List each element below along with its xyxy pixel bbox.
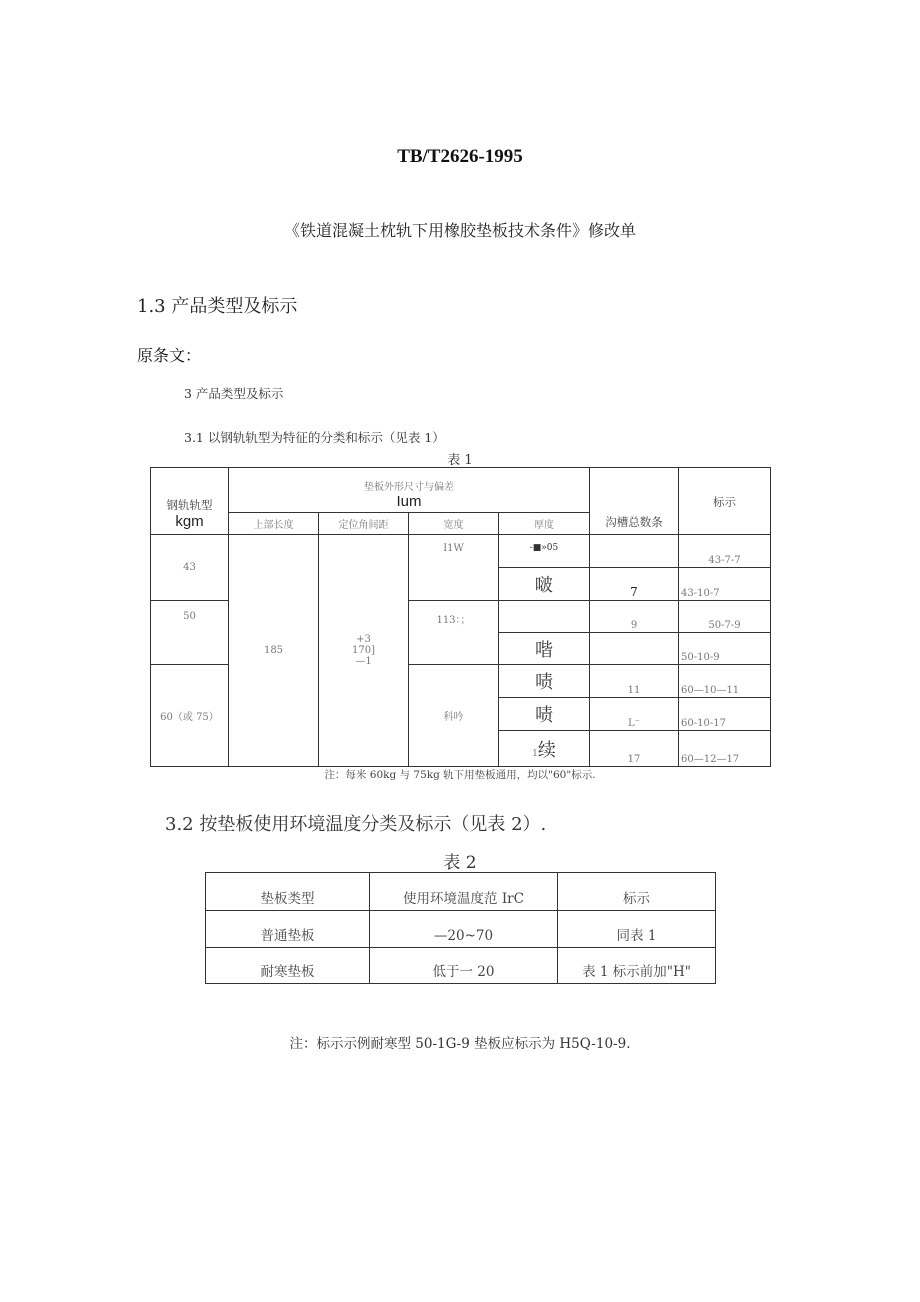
thickness-cell: 喈	[499, 633, 590, 665]
header-top-length: 上部长度	[229, 513, 319, 535]
table1-note: 注：每米 60kg 与 75kg 轨下用垫板通用，均以"60"标示.	[324, 769, 596, 781]
groove-cell	[590, 633, 679, 665]
table2-header-cell: 标示	[558, 873, 716, 911]
header-thickness: 厚度	[499, 513, 590, 535]
groove-cell: 7	[590, 568, 679, 601]
clause-3-1: 3.1 以钢轨轨型为特征的分类和标示（见表 1）	[184, 430, 445, 445]
mark-cell: 43-10-7	[679, 568, 771, 601]
angle-minus: —1	[355, 656, 372, 667]
clause-3: 3 产品类型及标示	[184, 386, 284, 401]
mark-cell: 43-7-7	[679, 535, 771, 568]
groove-cell: 9	[590, 601, 679, 633]
thickness-cell: 啧	[499, 698, 590, 731]
table2-cell: 普通垫板	[206, 911, 370, 948]
table-2	[205, 872, 716, 984]
mark-cell: 60—12—17	[679, 731, 771, 767]
table2-cell: 耐寒垫板	[206, 948, 370, 984]
document-title: TB/T2626-1995	[397, 146, 523, 167]
thickness-cell: 啵	[499, 568, 590, 601]
dims-unit: Ium	[396, 493, 422, 510]
table1-caption: 表 1	[447, 453, 473, 468]
thickness-cell: -■»05	[499, 535, 590, 568]
header-mark: 标示	[679, 468, 771, 535]
angle-plus: +3	[356, 634, 371, 645]
table2-cell: 低于一 20	[370, 948, 558, 984]
thickness-glyph: 续	[537, 739, 556, 761]
thickness-cell: 啧	[499, 665, 590, 698]
header-rail-type	[151, 468, 229, 535]
mark-cell: 60—10—11	[679, 665, 771, 698]
table-1	[150, 467, 771, 767]
groove-cell	[590, 535, 679, 568]
mark-cell: 50-10-9	[679, 633, 771, 665]
rail-type-label: 钢轨轨型	[166, 498, 213, 512]
groove-cell: 11	[590, 665, 679, 698]
groove-cell: L⁻	[590, 698, 679, 731]
header-width: 宽度	[409, 513, 499, 535]
thickness-cell	[499, 601, 590, 633]
thickness-cell	[499, 731, 590, 767]
original-text-label: 原条文：	[137, 346, 202, 365]
mark-cell: 50-7-9	[679, 601, 771, 633]
width-60: 科吟	[409, 665, 499, 767]
rail-unit: kgm	[175, 513, 204, 530]
header-grooves: 沟槽总数条	[590, 468, 679, 535]
header-dimensions	[229, 468, 590, 513]
table2-caption: 表 2	[443, 853, 477, 873]
header-angle-spacing: 定位角间距	[319, 513, 409, 535]
document-subtitle: 《铁道混凝土枕轨下用橡胶垫板技术条件》修改单	[283, 221, 636, 240]
table2-cell: —20~70	[370, 911, 558, 948]
groove-cell: 17	[590, 731, 679, 767]
thickness-prefix: 1	[532, 748, 538, 759]
mark-cell: 60-10-17	[679, 698, 771, 731]
clause-3-2: 3.2 按垫板使用环境温度分类及标示（见表 2）.	[165, 814, 547, 835]
table2-cell: 表 1 标示前加"H"	[558, 948, 716, 984]
table2-header-cell: 垫板类型	[206, 873, 370, 911]
angle-spacing-value	[319, 535, 409, 767]
table2-cell: 同表 1	[558, 911, 716, 948]
example-note: 注：标示示例耐寒型 50-1G-9 垫板应标示为 H5Q-10-9.	[289, 1036, 631, 1052]
width-43: I1W	[409, 535, 499, 601]
table2-header-cell: 使用环境温度范 IrC	[370, 873, 558, 911]
top-length-value: 185	[229, 535, 319, 767]
rail-43: 43	[151, 535, 229, 601]
angle-value: 170]	[352, 645, 375, 656]
width-50: 113：；	[409, 601, 499, 665]
rail-50: 50	[151, 601, 229, 665]
dims-header-label: 垫板外形尺寸与偏差	[364, 482, 454, 493]
section-heading: 1.3 产品类型及标示	[137, 296, 298, 317]
rail-60: 60（或 75）	[151, 665, 229, 767]
